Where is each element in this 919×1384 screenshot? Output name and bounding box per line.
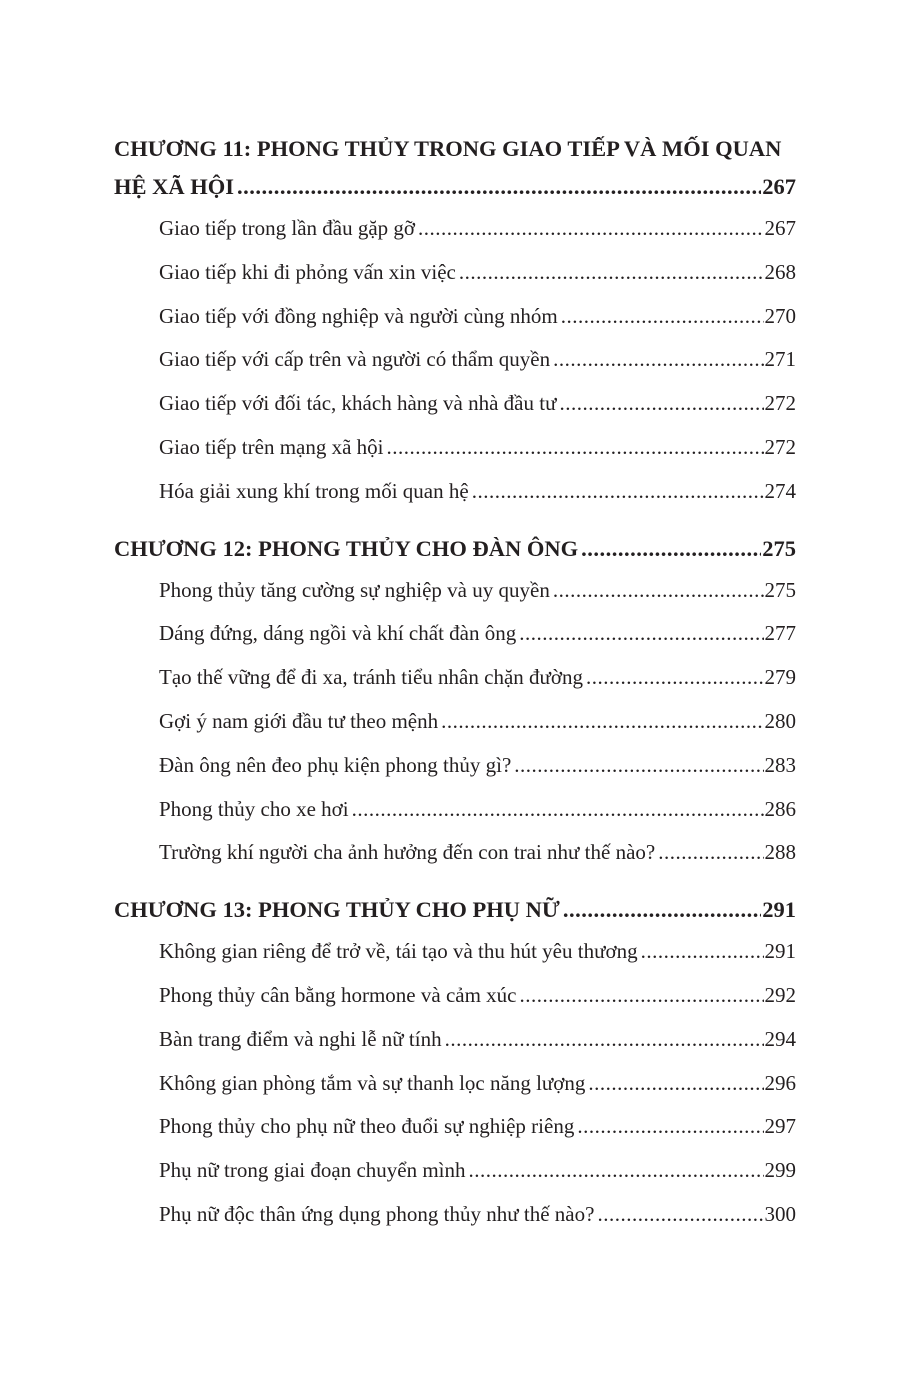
- dot-leader: [387, 426, 764, 470]
- entry-page-number: 270: [764, 303, 796, 328]
- toc-entry[interactable]: [159, 1105, 796, 1149]
- toc-entry[interactable]: [159, 788, 796, 832]
- entry-page-number: 299: [764, 1158, 796, 1183]
- dot-leader: [563, 890, 761, 930]
- toc-entry[interactable]: [159, 1193, 796, 1237]
- entry-title: Tạo thế vững để đi xa, tránh tiểu nhân chặn đường: [159, 665, 583, 690]
- chapter-title-line1: CHƯƠNG 11: PHONG THỦY TRONG GIAO TIẾP VÀ MỐI QUAN: [114, 136, 782, 161]
- entry-title: Giao tiếp với đối tác, khách hàng và nhà đầu tư: [159, 391, 557, 416]
- entry-title: Không gian riêng để trở về, tái tạo và thu hút yêu thương: [159, 939, 638, 964]
- entry-page-number: 272: [764, 391, 796, 416]
- toc-entry[interactable]: [159, 382, 796, 426]
- entry-title: Gợi ý nam giới đầu tư theo mệnh: [159, 708, 439, 733]
- entry-page-number: 283: [764, 752, 796, 777]
- chapter-page-number: 267: [762, 174, 796, 199]
- toc-entry[interactable]: [159, 831, 796, 875]
- toc-entry[interactable]: [159, 295, 796, 339]
- toc-entry[interactable]: [159, 426, 796, 470]
- entry-page-number: 274: [764, 478, 796, 503]
- entry-page-number: 296: [764, 1070, 796, 1095]
- toc-entry[interactable]: [159, 338, 796, 382]
- entry-title: Giao tiếp với đồng nghiệp và người cùng nhóm: [159, 303, 558, 328]
- entry-title: Hóa giải xung khí trong mối quan hệ: [159, 478, 469, 503]
- chapter-title: CHƯƠNG 13: PHONG THỦY CHO PHỤ NỮ: [114, 897, 560, 923]
- dot-leader: [459, 251, 764, 295]
- chapter-title: CHƯƠNG 12: PHONG THỦY CHO ĐÀN ÔNG: [114, 535, 579, 561]
- toc-entry[interactable]: [159, 700, 796, 744]
- dot-leader: [588, 1062, 763, 1106]
- entry-page-number: 291: [764, 939, 796, 964]
- dot-leader: [514, 744, 763, 788]
- toc-entry[interactable]: [159, 569, 796, 613]
- table-of-contents: [114, 130, 796, 1245]
- dot-leader: [559, 382, 763, 426]
- dot-leader: [577, 1105, 763, 1149]
- dot-leader: [553, 338, 763, 382]
- chapter-title-line2: HỆ XÃ HỘI: [114, 174, 235, 199]
- dot-leader: [472, 470, 764, 514]
- entry-page-number: 277: [764, 621, 796, 646]
- toc-entry[interactable]: [159, 1149, 796, 1193]
- entry-title: Giao tiếp với cấp trên và người có thẩm quyền: [159, 347, 551, 372]
- entry-title: Không gian phòng tắm và sự thanh lọc năng lượng: [159, 1070, 586, 1095]
- toc-entry[interactable]: [159, 1018, 796, 1062]
- chapter-heading[interactable]: [114, 529, 796, 569]
- entry-page-number: 271: [764, 347, 796, 372]
- toc-entry[interactable]: [159, 251, 796, 295]
- entry-page-number: 292: [764, 982, 796, 1007]
- entry-page-number: 294: [764, 1026, 796, 1051]
- dot-leader: [641, 930, 764, 974]
- dot-leader: [519, 612, 763, 656]
- entry-page-number: 297: [764, 1114, 796, 1139]
- entry-page-number: 275: [764, 577, 796, 602]
- chapter-12: [114, 529, 796, 876]
- entry-title: Phụ nữ trong giai đoạn chuyển mình: [159, 1158, 466, 1183]
- entry-title: Giao tiếp trên mạng xã hội: [159, 434, 384, 459]
- entry-page-number: 268: [764, 259, 796, 284]
- entry-title: Bàn trang điểm và nghi lễ nữ tính: [159, 1026, 442, 1051]
- dot-leader: [553, 569, 764, 613]
- entry-page-number: 286: [764, 796, 796, 821]
- entry-title: Phong thủy tăng cường sự nghiệp và uy quyền: [159, 577, 550, 602]
- chapter-11: [114, 130, 796, 514]
- chapter-page-number: 291: [762, 897, 796, 923]
- toc-entry[interactable]: [159, 470, 796, 514]
- dot-leader: [586, 656, 764, 700]
- toc-entry[interactable]: [159, 612, 796, 656]
- dot-leader: [418, 207, 763, 251]
- toc-entry[interactable]: [159, 744, 796, 788]
- dot-leader: [581, 529, 761, 569]
- entry-page-number: 279: [764, 665, 796, 690]
- entry-title: Giao tiếp trong lần đầu gặp gỡ: [159, 216, 416, 240]
- dot-leader: [237, 167, 761, 207]
- entry-page-number: 300: [764, 1201, 796, 1226]
- entry-title: Phong thủy cân bằng hormone và cảm xúc: [159, 982, 517, 1007]
- dot-leader: [352, 788, 764, 832]
- entry-page-number: 272: [764, 434, 796, 459]
- entry-title: Phong thủy cho phụ nữ theo đuổi sự nghiệp riêng: [159, 1114, 575, 1139]
- toc-entry[interactable]: [159, 1062, 796, 1106]
- chapter-page-number: 275: [762, 535, 796, 561]
- entry-page-number: 280: [764, 708, 796, 733]
- chapter-heading[interactable]: [114, 167, 796, 207]
- entry-title: Dáng đứng, dáng ngồi và khí chất đàn ông: [159, 621, 517, 646]
- toc-entry[interactable]: [159, 930, 796, 974]
- dot-leader: [561, 295, 764, 339]
- entry-page-number: 267: [764, 216, 796, 240]
- entry-title: Trường khí người cha ảnh hưởng đến con trai như thế nào?: [159, 840, 656, 865]
- entry-page-number: 288: [764, 840, 796, 865]
- dot-leader: [469, 1149, 764, 1193]
- dot-leader: [441, 700, 763, 744]
- entry-title: Phong thủy cho xe hơi: [159, 796, 349, 821]
- dot-leader: [597, 1193, 763, 1237]
- entry-title: Đàn ông nên đeo phụ kiện phong thủy gì?: [159, 752, 512, 777]
- dot-leader: [520, 974, 764, 1018]
- toc-entry[interactable]: [159, 656, 796, 700]
- toc-entry[interactable]: [159, 207, 796, 251]
- entry-title: Phụ nữ độc thân ứng dụng phong thủy như thế nào?: [159, 1201, 595, 1226]
- toc-entry[interactable]: [159, 974, 796, 1018]
- dot-leader: [658, 831, 763, 875]
- dot-leader: [445, 1018, 764, 1062]
- chapter-heading[interactable]: [114, 890, 796, 930]
- chapter-13: [114, 890, 796, 1237]
- entry-title: Giao tiếp khi đi phỏng vấn xin việc: [159, 259, 456, 284]
